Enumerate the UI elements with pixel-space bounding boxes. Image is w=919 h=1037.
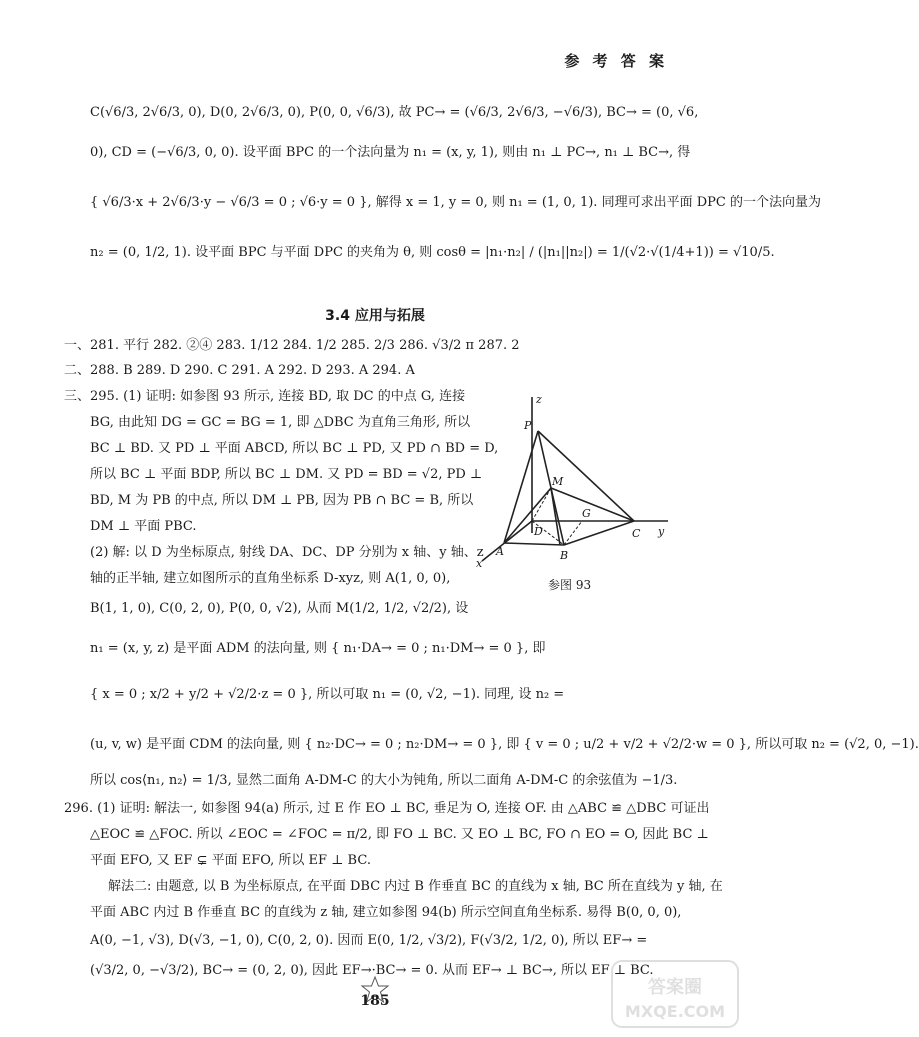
text-line: { x = 0 ; x/2 + y/2 + √2/2·z = 0 }, 所以可取 n₁ = (0, √2, −1). 同理, 设 n₂ = — [90, 687, 565, 702]
text-line: BD, M 为 PB 的中点, 所以 DM ⊥ PB, 因为 PB ∩ BC = B, 所以 — [90, 493, 474, 508]
text-line: { √6/3·x + 2√6/3·y − √6/3 = 0 ; √6·y = 0 }, 解得 x = 1, y = 0, 则 n₁ = (1, 0, 1). 同理可求出平面 DPC 的一个法向量为 — [90, 195, 821, 210]
text-line: 0), CD = (−√6/3, 0, 0). 设平面 BPC 的一个法向量为 n₁ = (x, y, 1), 则由 n₁ ⊥ PC→, n₁ ⊥ BC→, 得 — [90, 145, 691, 160]
answer-line-choice: 二、288. B 289. D 290. C 291. A 292. D 293. A 294. A — [64, 363, 415, 378]
text-line: n₁ = (x, y, z) 是平面 ADM 的法向量, 则 { n₁·DA→ = 0 ; n₁·DM→ = 0 }, 即 — [90, 641, 546, 656]
x-axis — [482, 521, 532, 561]
label-A: A — [496, 545, 504, 558]
text-line: (u, v, w) 是平面 CDM 的法向量, 则 { n₂·DC→ = 0 ; n₂·DM→ = 0 }, 即 { v = 0 ; u/2 + v/2 + √2/2·w = 0 }, 所以可取 n₂ = (√2, 0, −1). — [90, 737, 919, 752]
label-C: C — [632, 527, 641, 540]
label-P: P — [524, 419, 532, 432]
label-x: x — [476, 557, 483, 570]
text-line: 解法二: 由题意, 以 B 为坐标原点, 在平面 DBC 内过 B 作垂直 BC 的直线为 x 轴, BC 所在直线为 y 轴, 在 — [108, 879, 723, 894]
label-y: y — [658, 525, 665, 538]
figure-caption: 参图 93 — [548, 578, 592, 592]
label-z: z — [536, 393, 542, 406]
label-G: G — [582, 507, 591, 520]
text-line: 轴的正半轴, 建立如图所示的直角坐标系 D-xyz, 则 A(1, 0, 0), — [90, 571, 451, 586]
section-title: 3.4 应用与拓展 — [325, 308, 425, 324]
watermark-logo-icon — [610, 959, 740, 1029]
text-line: C(√6/3, 2√6/3, 0), D(0, 2√6/3, 0), P(0, 0, √6/3), 故 PC→ = (√6/3, 2√6/3, −√6/3), BC→ = (0, √6, — [90, 105, 699, 120]
text-line: 296. (1) 证明: 解法一, 如参图 94(a) 所示, 过 E 作 EO ⊥ BC, 垂足为 O, 连接 OF. 由 △ABC ≌ △DBC 可证出 — [64, 801, 710, 816]
text-line: △EOC ≌ △FOC. 所以 ∠EOC = ∠FOC = π/2, 即 FO ⊥ BC. 又 EO ⊥ BC, FO ∩ EO = O, 因此 BC ⊥ — [90, 827, 709, 842]
label-M: M — [552, 475, 564, 488]
svg-text:MXQE.COM: MXQE.COM — [624, 1002, 726, 1021]
page-header: 参 考 答 案 — [564, 52, 668, 70]
text-line: A(0, −1, √3), D(√3, −1, 0), C(0, 2, 0). 因而 E(0, 1/2, √3/2), F(√3/2, 1/2, 0), 所以 EF→ = — [90, 933, 648, 948]
text-line: DM ⊥ 平面 PBC. — [90, 519, 197, 534]
geometry-figure — [472, 393, 677, 568]
label-B: B — [560, 549, 569, 562]
text-line: 平面 ABC 内过 B 作垂直 BC 的直线为 z 轴, 建立如参图 94(b) 所示空间直角坐标系. 易得 B(0, 0, 0), — [90, 905, 682, 920]
text-line: 所以 BC ⊥ 平面 BDP, 所以 BC ⊥ DM. 又 PD = BD = √2, PD ⊥ — [90, 467, 483, 482]
svg-text:答案圈: 答案圈 — [648, 977, 702, 998]
text-line: n₂ = (0, 1/2, 1). 设平面 BPC 与平面 DPC 的夹角为 θ, 则 cosθ = |n₁·n₂| / (|n₁||n₂|) = 1/(√2·√(1/4+1)) = √10/5. — [90, 245, 775, 260]
text-line: BG, 由此知 DG = GC = BG = 1, 即 △DBC 为直角三角形, 所以 — [90, 415, 471, 430]
answer-line-fill: 一、281. 平行 282. ②④ 283. 1/12 284. 1/2 285. 2/3 286. √3/2 π 287. 2 — [64, 338, 520, 353]
text-line: 平面 EFO, 又 EF ⊊ 平面 EFO, 所以 EF ⊥ BC. — [90, 853, 371, 868]
text-line: B(1, 1, 0), C(0, 2, 0), P(0, 0, √2), 从而 M(1/2, 1/2, √2/2), 设 — [90, 601, 469, 616]
page-number: 185 — [360, 993, 390, 1009]
text-line: (2) 解: 以 D 为坐标原点, 射线 DA、DC、DP 分别为 x 轴、y 轴、z — [90, 545, 484, 560]
text-line: BC ⊥ BD. 又 PD ⊥ 平面 ABCD, 所以 BC ⊥ PD, 又 PD ∩ BD = D, — [90, 441, 499, 456]
text-line: 所以 cos⟨n₁, n₂⟩ = 1/3, 显然二面角 A-DM-C 的大小为钝角, 所以二面角 A-DM-C 的余弦值为 −1/3. — [90, 773, 678, 788]
text-line: (√3/2, 0, −√3/2), BC→ = (0, 2, 0), 因此 EF→·BC→ = 0. 从而 EF→ ⊥ BC→, 所以 EF ⊥ BC. — [90, 963, 654, 978]
label-D: D — [534, 525, 543, 538]
text-line: 三、295. (1) 证明: 如参图 93 所示, 连接 BD, 取 DC 的中点 G, 连接 — [64, 389, 466, 404]
